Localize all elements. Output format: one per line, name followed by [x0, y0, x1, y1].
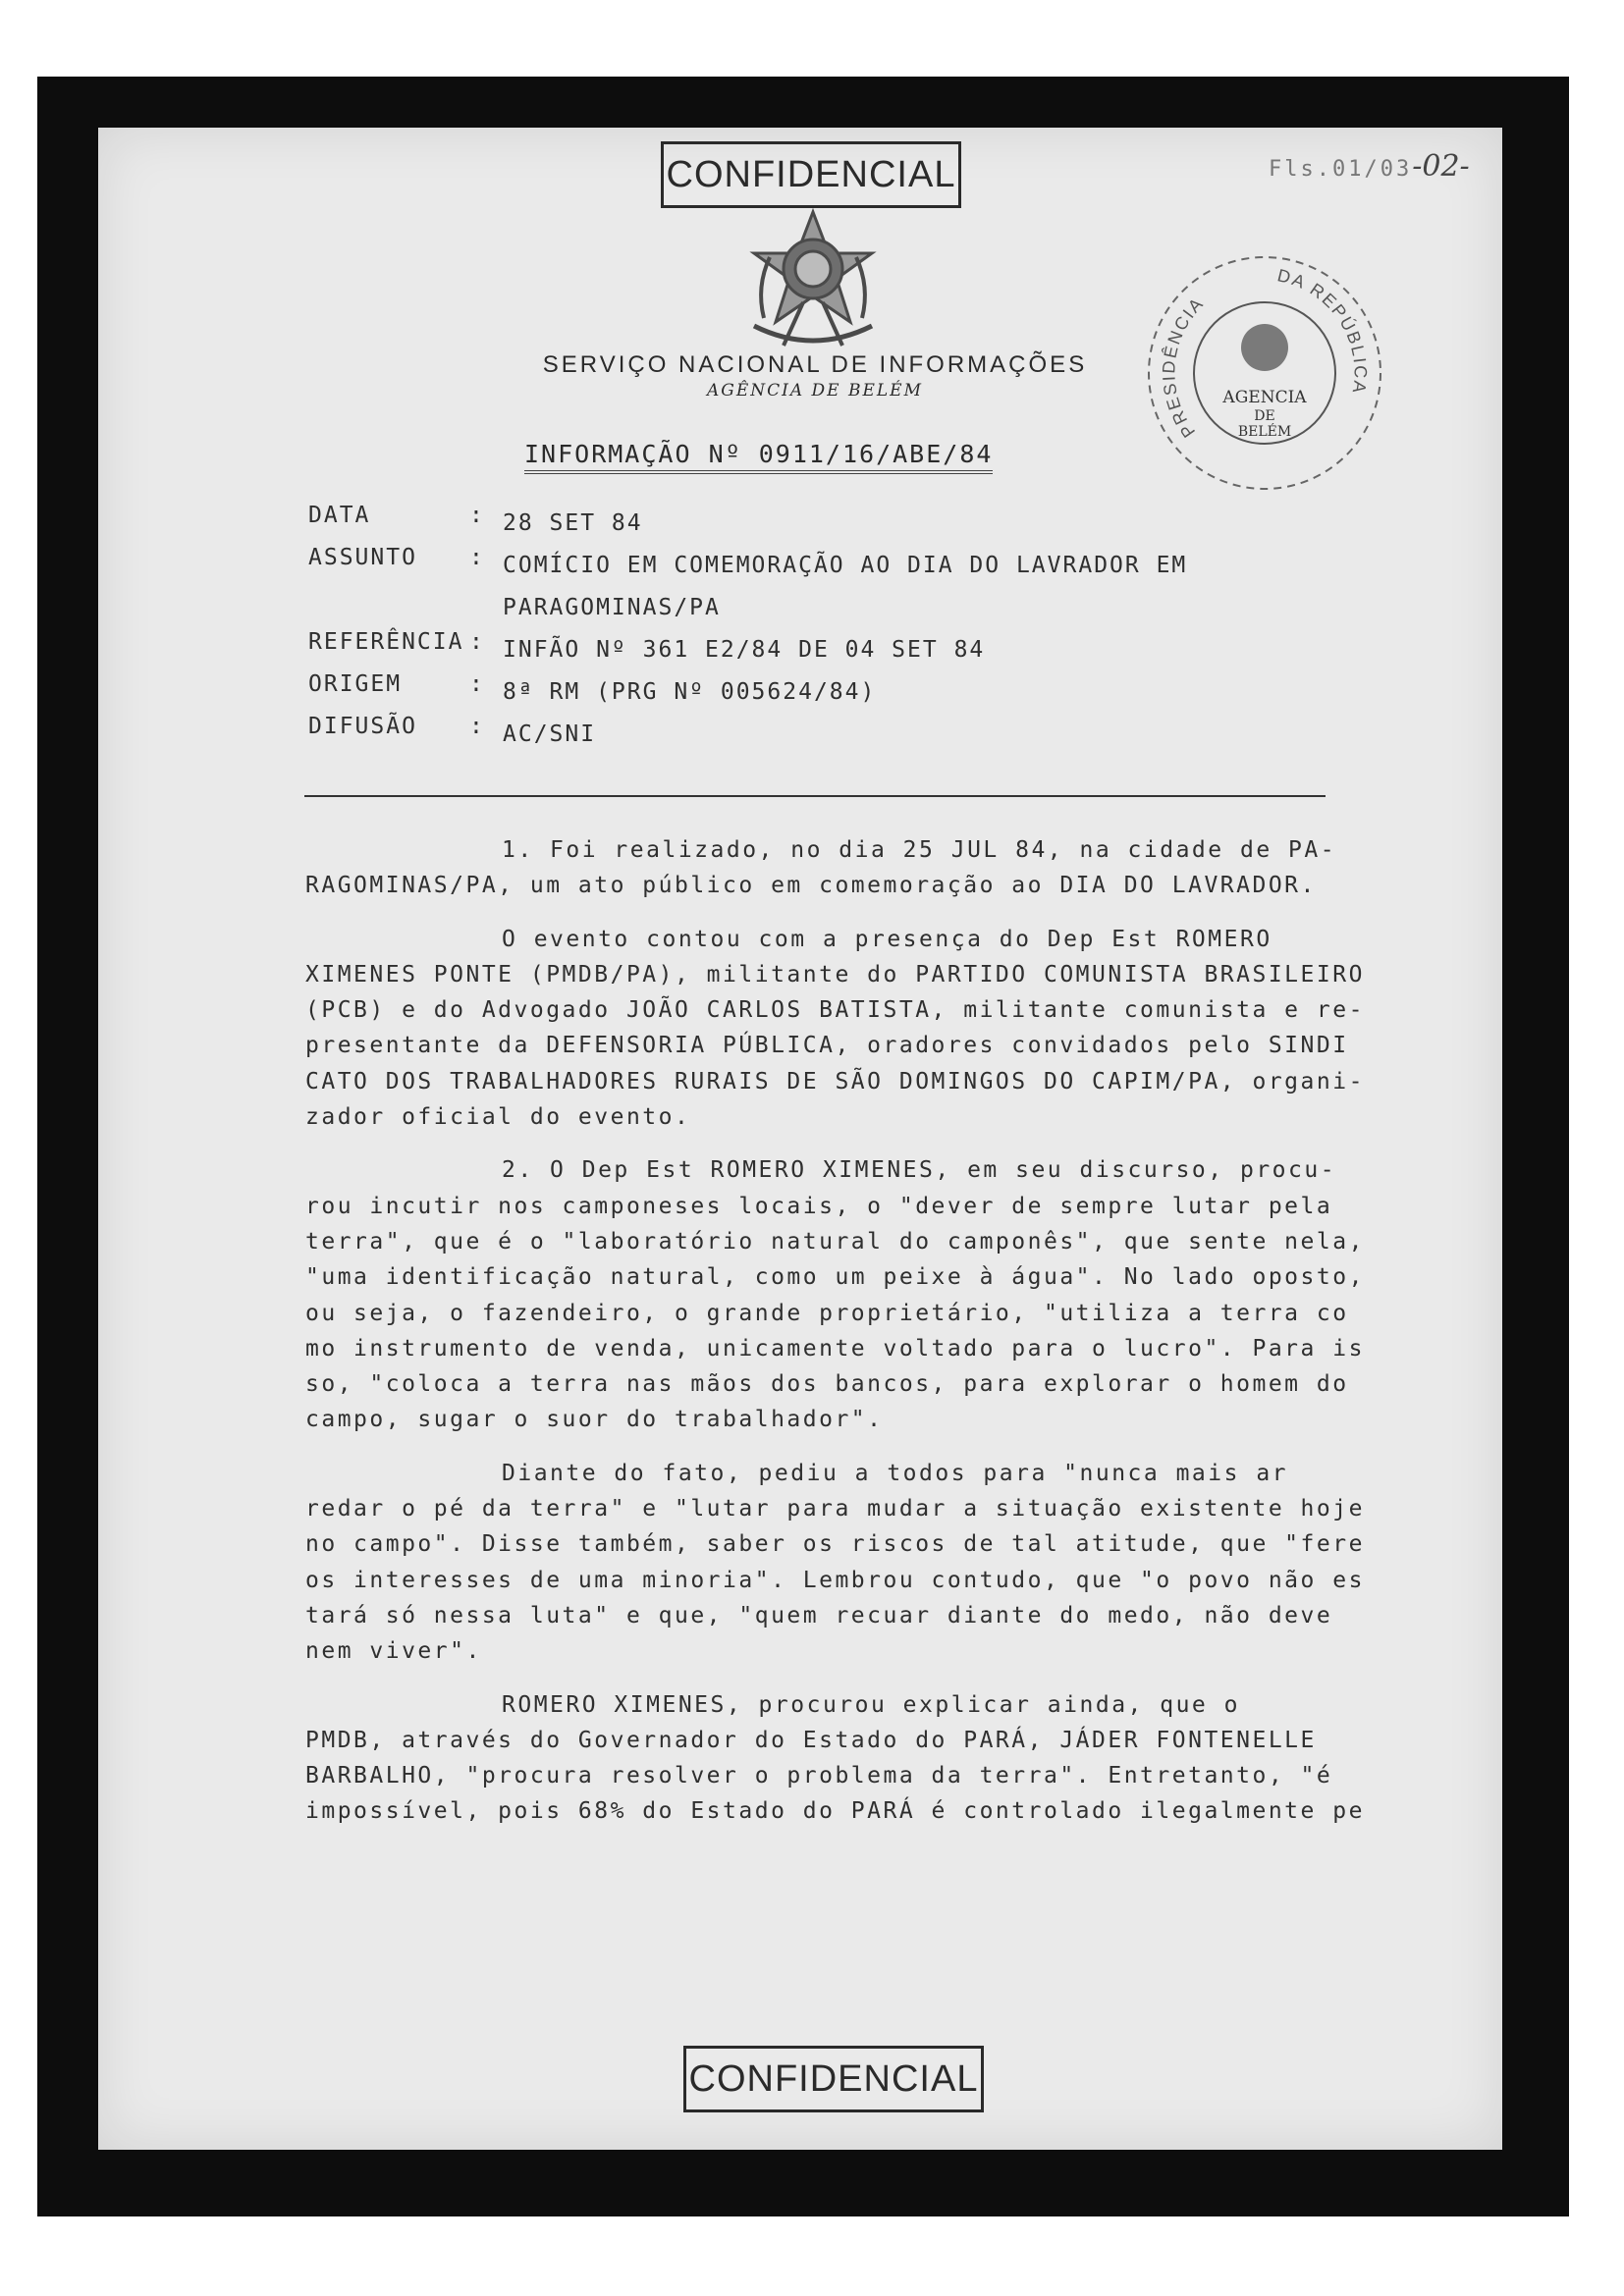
folio-number	[1269, 149, 1470, 184]
seal-ring-right: DA REPÚBLICA	[1275, 265, 1371, 397]
text-line: campo, sugar o suor do trabalhador".	[305, 1407, 884, 1433]
field-colon: :	[469, 629, 485, 655]
paragraph-4	[305, 1456, 1365, 1670]
text-line: 1. Foi realizado, no dia 25 JUL 84, na cidade de PA-	[502, 837, 1337, 863]
seal-center-line-3: BELÉM	[1237, 424, 1292, 440]
field-colon: :	[469, 671, 485, 697]
field-value-difusao: AC/SNI	[503, 721, 597, 747]
text-line: PMDB, através do Governador do Estado do PARÁ, JÁDER FONTENELLE	[305, 1727, 1317, 1753]
text-line: mo instrumento de venda, unicamente voltado para o lucro". Para is	[305, 1335, 1365, 1362]
svg-text:PRESIDÊNCIA	[1159, 293, 1208, 441]
field-label-data: DATA	[308, 503, 371, 528]
text-line: (PCB) e do Advogado JOÃO CARLOS BATISTA, militante comunista e re-	[305, 997, 1365, 1024]
text-line: Diante do fato, pediu a todos para "nunca mais ar	[502, 1460, 1289, 1486]
confidential-stamp-bottom: CONFIDENCIAL	[683, 2046, 984, 2112]
field-colon: :	[469, 545, 485, 570]
text-line: O evento contou com a presença do Dep Est ROMERO	[502, 926, 1272, 952]
folio-handwritten: -02-	[1412, 149, 1470, 184]
text-line: os interesses de uma minoria". Lembrou contudo, que "o povo não es	[305, 1567, 1365, 1593]
text-line: terra", que é o "laboratório natural do camponês", que sente nela,	[305, 1228, 1365, 1255]
field-value-origem: 8ª RM (PRG Nº 005624/84)	[503, 679, 877, 705]
text-line: "uma identificação natural, como um peixe à água". No lado oposto,	[305, 1264, 1365, 1291]
national-coat-of-arms-icon	[734, 208, 892, 353]
text-line: ou seja, o fazendeiro, o grande proprietário, "utiliza a terra co	[305, 1300, 1349, 1326]
agency-seal-stamp	[1137, 245, 1392, 501]
text-line: no campo". Disse também, saber os riscos de tal atitude, que "fere	[305, 1531, 1365, 1558]
text-line: redar o pé da terra" e "lutar para mudar a situação existente hoje	[305, 1496, 1365, 1522]
document-page	[98, 128, 1502, 2150]
text-line: CATO DOS TRABALHADORES RURAIS DE SÃO DOMINGOS DO CAPIM/PA, organi-	[305, 1068, 1365, 1095]
text-line: 2. O Dep Est ROMERO XIMENES, em seu discurso, procu-	[502, 1157, 1337, 1184]
text-line: rou incutir nos camponeses locais, o "dever de sempre lutar pela	[305, 1193, 1333, 1219]
text-line: XIMENES PONTE (PMDB/PA), militante do PARTIDO COMUNISTA BRASILEIRO	[305, 961, 1365, 988]
field-colon: :	[469, 714, 485, 739]
agency-branch: AGÊNCIA DE BELÉM	[707, 381, 923, 400]
section-divider	[304, 795, 1326, 797]
text-line: impossível, pois 68% do Estado do PARÁ é controlado ilegalmente pe	[305, 1798, 1365, 1825]
text-line: presentante da DEFENSORIA PÚBLICA, oradores convidados pelo SINDI	[305, 1033, 1349, 1059]
field-value-referencia: INFÃO Nº 361 E2/84 DE 04 SET 84	[503, 637, 986, 663]
text-line: zador oficial do evento.	[305, 1104, 691, 1131]
seal-ring-left: PRESIDÊNCIA	[1159, 293, 1209, 442]
svg-text:DA REPÚBLICA	[1275, 265, 1370, 396]
folio-printed: Fls.01/03	[1269, 157, 1413, 182]
agency-name: SERVIÇO NACIONAL DE INFORMAÇÕES	[542, 351, 1088, 378]
seal-emblem-icon	[1241, 324, 1288, 371]
seal-center-line-1: AGENCIA	[1222, 388, 1307, 407]
field-label-referencia: REFERÊNCIA	[308, 629, 464, 655]
information-number: INFORMAÇÃO Nº 0911/16/ABE/84	[524, 440, 993, 474]
text-line: tará só nessa luta" e que, "quem recuar diante do medo, não deve	[305, 1602, 1333, 1629]
field-value-data: 28 SET 84	[503, 510, 643, 536]
field-label-assunto: ASSUNTO	[308, 545, 417, 570]
text-line: so, "coloca a terra nas mãos dos bancos, para explorar o homem do	[305, 1371, 1349, 1398]
text-line: BARBALHO, "procura resolver o problema da terra". Entretanto, "é	[305, 1763, 1333, 1789]
field-colon: :	[469, 503, 485, 528]
seal-center-line-2: DE	[1254, 408, 1275, 424]
field-label-origem: ORIGEM	[308, 671, 403, 697]
text-line: RAGOMINAS/PA, um ato público em comemoração ao DIA DO LAVRADOR.	[305, 873, 1317, 899]
agency-header	[471, 351, 1159, 400]
paragraph-5	[305, 1687, 1365, 1830]
text-line: ROMERO XIMENES, procurou explicar ainda, que o	[502, 1691, 1240, 1718]
field-label-difusao: DIFUSÃO	[308, 714, 417, 739]
text-line: nem viver".	[305, 1638, 482, 1665]
document-body	[305, 832, 1365, 1830]
field-value-assunto: COMÍCIO EM COMEMORAÇÃO AO DIA DO LAVRADOR EM PARAGOMINAS/PA	[503, 553, 1188, 620]
paragraph-1	[305, 832, 1336, 904]
paragraph-2	[305, 922, 1365, 1136]
confidential-stamp-top: CONFIDENCIAL	[661, 141, 961, 208]
paragraph-3	[305, 1152, 1365, 1437]
